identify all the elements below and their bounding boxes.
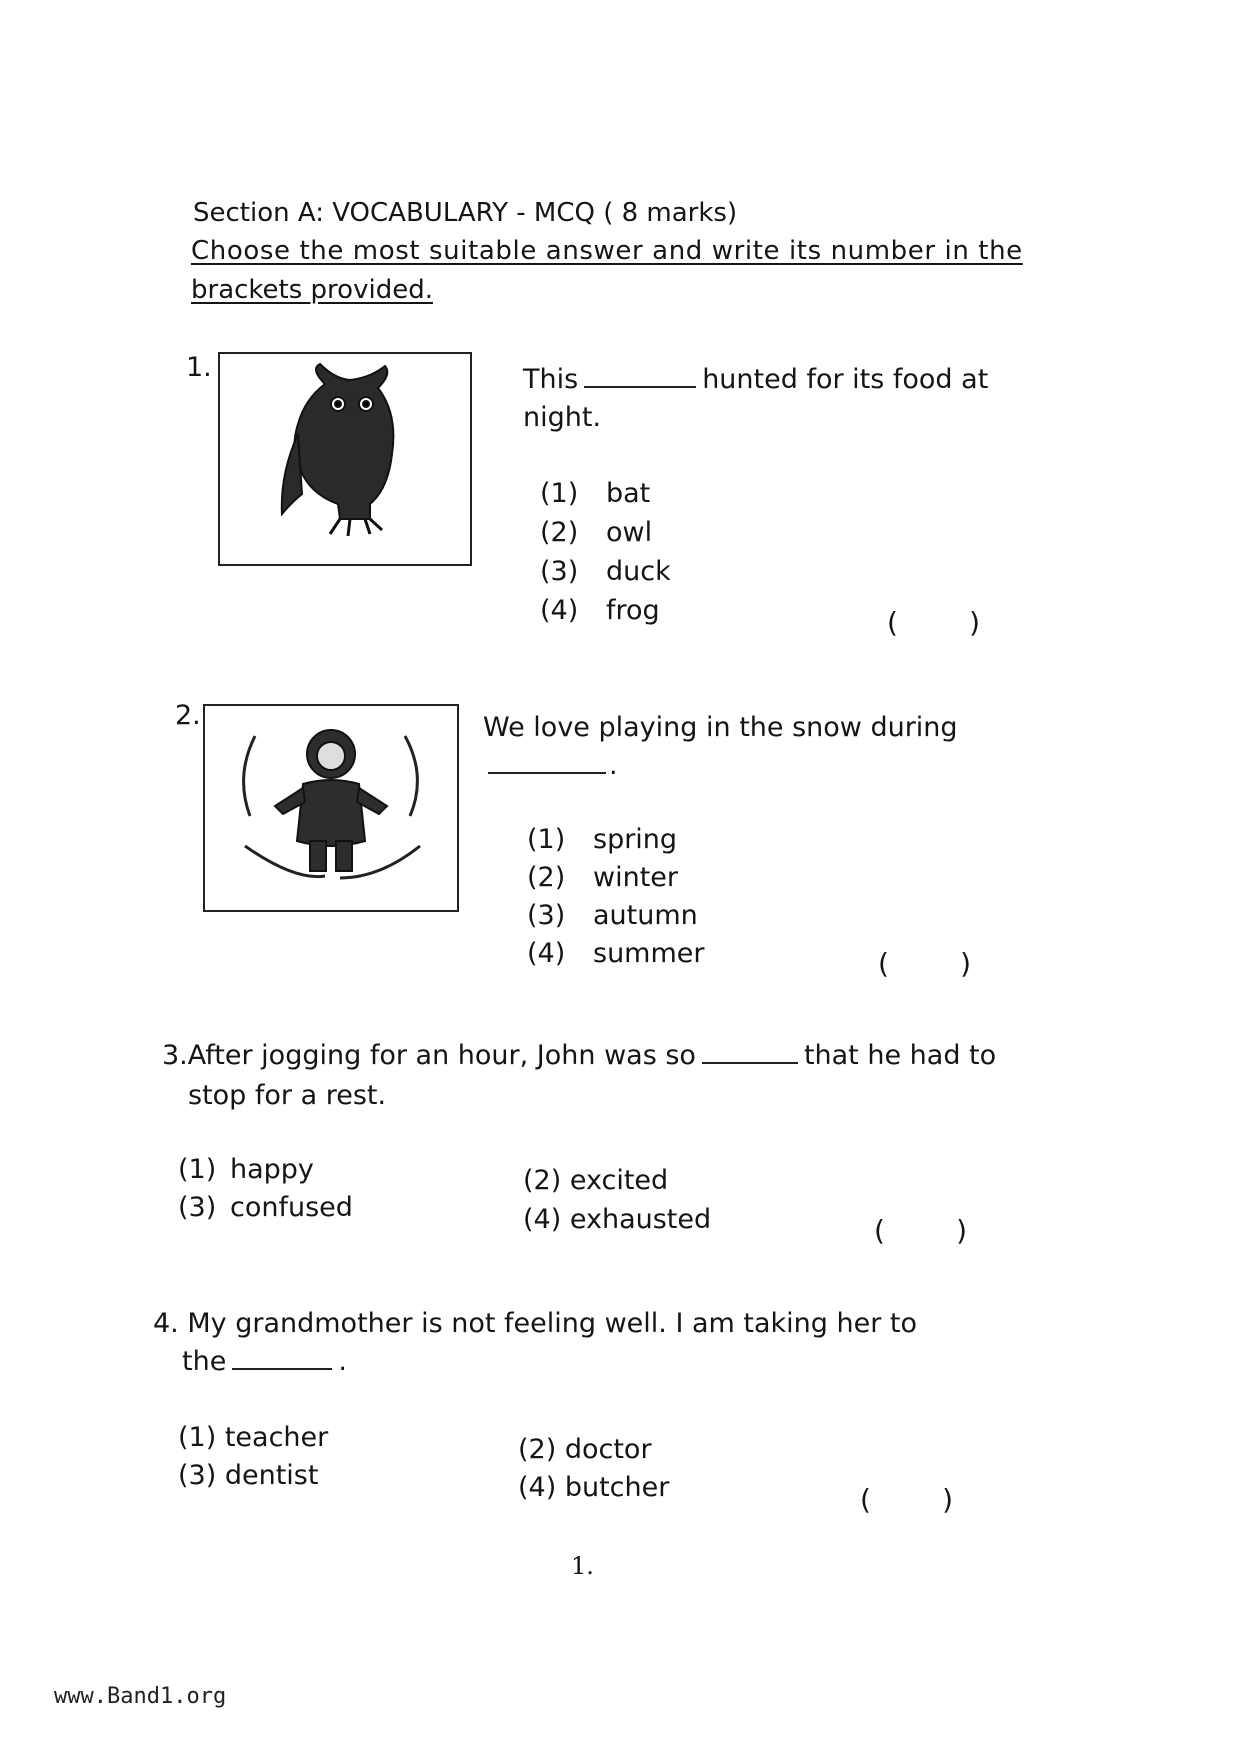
question-4-answer-bracket[interactable]: ( ) [860,1483,954,1516]
question-1-number: 1. [186,352,212,383]
question-2-option-3: (3) autumn [527,900,698,931]
question-3-line-1: 3.After jogging for an hour, John was so that he had to [162,1040,997,1071]
question-4-option-4: (4) butcher [518,1472,670,1503]
instruction-line-2: brackets provided. [191,275,433,305]
page-number: 1. [571,1552,594,1580]
question-2-option-4: (4) summer [527,938,705,969]
instruction-line-1: Choose the most suitable answer and write its number in the [191,236,1023,266]
question-2-line-1: We love playing in the snow during [483,712,958,743]
question-2-answer-bracket[interactable]: ( ) [878,947,972,980]
answer-blank [488,750,606,774]
section-heading: Section A: VOCABULARY - MCQ ( 8 marks) [193,198,738,228]
question-3-option-1: (1) happy [178,1154,314,1185]
owl-icon [220,354,470,564]
question-4-line-1: 4. My grandmother is not feeling well. I am taking her to [153,1308,918,1339]
question-1-option-4: (4) frog [540,595,660,626]
question-3-option-3: (3) confused [178,1192,353,1223]
question-1-line-1: This hunted for its food at [523,364,989,395]
question-2-number: 2. [175,700,201,731]
question-3-option-4: (4) exhausted [523,1204,712,1235]
owl-picture [218,352,472,566]
question-4-option-3: (3) dentist [178,1460,319,1491]
question-3-line-2: stop for a rest. [188,1080,387,1111]
answer-blank [702,1040,798,1064]
question-2-option-1: (1) spring [527,824,678,855]
question-4-line-2: the . [182,1346,347,1377]
question-3-option-2: (2) excited [523,1165,669,1196]
child-icon [205,706,457,910]
question-1-option-1: (1) bat [540,478,651,509]
footer-url[interactable]: www.Band1.org [54,1684,227,1709]
question-1-answer-bracket[interactable]: ( ) [887,606,981,639]
question-1-option-2: (2) owl [540,517,653,548]
question-4-option-1: (1) teacher [178,1422,329,1453]
answer-blank [584,364,696,388]
question-1-line-2: night. [523,402,602,433]
child-in-snow-picture [203,704,459,912]
question-2-line-2: . [488,750,618,781]
question-2-option-2: (2) winter [527,862,678,893]
answer-blank [232,1346,332,1370]
question-4-option-2: (2) doctor [518,1434,652,1465]
question-1-option-3: (3) duck [540,556,671,587]
question-3-answer-bracket[interactable]: ( ) [874,1214,968,1247]
